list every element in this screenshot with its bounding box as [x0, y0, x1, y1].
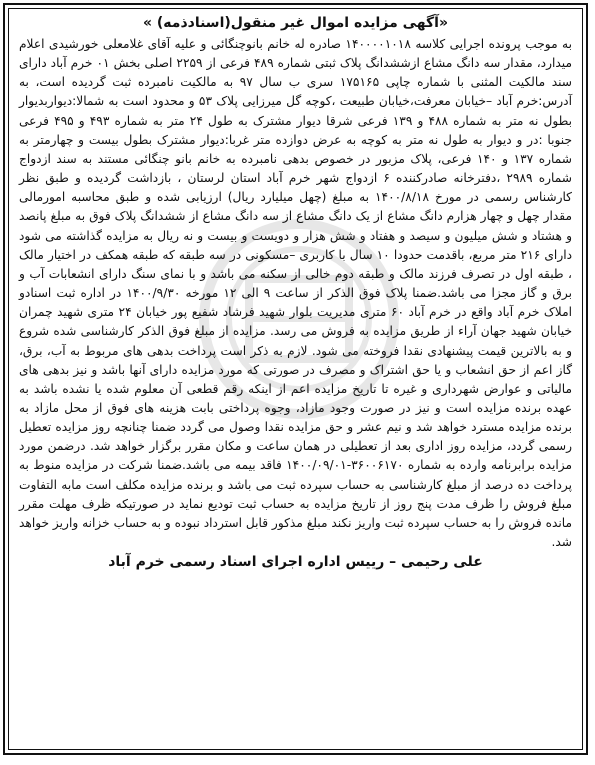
notice-frame — [3, 3, 588, 755]
notice-title: «آگهی مزایده اموال غیر منقول(اسنادذمه) » — [142, 15, 448, 31]
notice-signature: علی رحیمی – رییس اداره اجرای اسناد رسمی خرم آباد — [108, 554, 483, 571]
notice-inner-border — [8, 8, 583, 750]
notice-body: به موجب پرونده اجرایی کلاسه ۱۴۰۰۰۰۱۰۱۸ صادره له خانم بانوچنگائی و علیه آقای غلامعلی خورشیدی اعلام میدارد، مقدار سه دانگ مشاع ازششدانگ پلاک ثبتی شماره ۴۸۹ فرعی از ۲۲۵۹ اصلی بخش ۰۱ خرم آباد دارای سند مالکیت المثنی با شماره چاپی ۱۷۵۱۶۵ سری ب سال ۹۷ به مالکیت نامبرده ثبت گردیده است، به آدرس:خرم آباد –خیابان معرفت،خیابان طبیعت ،کوچه گل میرزایی پلاک ۵۳ و محدود است به شمالا:دیواربدیوار بطول نه متر به شماره ۴۸۸ و ۱۳۹ فرعی شرقا دیوار مشترک به طول ۲۴ متر به شماره ۴۹۳ و ۴۹۵ فرعی جنوبا :در و دیوار به طول نه متر به کوچه به عرض دوازده متر غربا:دیوار مشترک بطول بیست و چهارمتر به شماره ۱۳۷ و ۱۴۰ فرعی، پلاک مزبور در خصوص بدهی نامبرده به خانم بانو چنگائی مستند به سند ازدواج شماره ۲۹۸۹ ،دفترخانه صادرکننده ۶ ازدواج شهر خرم آباد استان لرستان ، بازداشت گردیده و طبق نظر کارشناس رسمی در مورخ ۱۴۰۰/۸/۱۸ به مبلغ (چهل میلیارد ریال) ارزیابی شده و طبق محاسبه امورمالی مقدار چهل و چهار هزارم دانگ مشاع از یک دانگ مشاع از سه دانگ مشاع از ششدانگ پلاک فوق به مبلغ پانصد و هشتاد و شش میلیون و سیصد و هفتاد و شش هزار و دویست و بیست و نه ریال به مزایده گذاشته می شود دارای ۲۱۶ متر مربع، باقدمت حدودا ۱۰ سال با کاربری –مسکونی در سه طبقه که طبقه همکف در اختیار مالک ، طبقه اول در تصرف فرزند مالک و طبقه دوم خالی از سکنه می باشد و با نمای سنگ دارای انشعابات آب و برق و گاز مجزا می باشد.ضمنا پلاک فوق الذکر از ساعت ۹ الی ۱۲ مورخه ۱۴۰۰/۹/۳۰ در اداره ثبت اسنادو املاک خرم آباد واقع در خرم آباد ۶۰ متری مدیریت بلوار شهید فرشاد شفیع پور خیابان ۲۴ متری شهید چمران خیابان شهید جهان آراء از طریق مزایده به فروش می رسد. مزایده از مبلغ فوق الذکر کارشناسی شده شروع و به بالاترین قیمت پیشنهادی نقدا فروخته می شود. لازم به ذکر است پرداخت بدهی های مربوط به آب، برق، گاز اعم از حق انشعاب و یا حق اشتراک و مصرف در صورتی که مورد مزایده دارای آنها باشد و نیز بدهی های مالیاتی و عوارض شهرداری و غیره تا تاریخ مزایده اعم از اینکه رقم قطعی آن معلوم شده یا نشده باشد به عهده برنده مزایده است و نیز در صورت وجود مازاد، وجوه پرداختی بابت هزینه های فوق از محل مازاد به برنده مزایده مسترد خواهد شد و نیم عشر و حق مزایده نقدا وصول می گردد ضمنا چنانچه روز مزایده تعطیل رسمی گردد، مزایده روز اداری بعد از تعطیلی در همان ساعت و مکان مقرر برگزار خواهد شد. درضمن مورد مزایده برابرنامه وارده به شماره ۳۶۰۰۶۱۷۰-۱۴۰۰/۰۹/۰۱ فاقد بیمه می باشد.ضمنا شرکت در مزایده منوط به پرداخت ده درصد از مبلغ کارشناسی به حساب سپرده ثبت می باشد و برنده مزایده مکلف است مابه التفاوت مبلغ فروش را ظرف مدت پنج روز از تاریخ مزایده به حساب ثبت تودیع نماید در صورتیکه ظرف مهلت مقرر مانده فروش را به حساب سپرده ثبت واریز نکند مبلغ مذکور قابل استرداد نبوده و به حساب خزانه واریز خواهد شد. — [19, 37, 573, 550]
